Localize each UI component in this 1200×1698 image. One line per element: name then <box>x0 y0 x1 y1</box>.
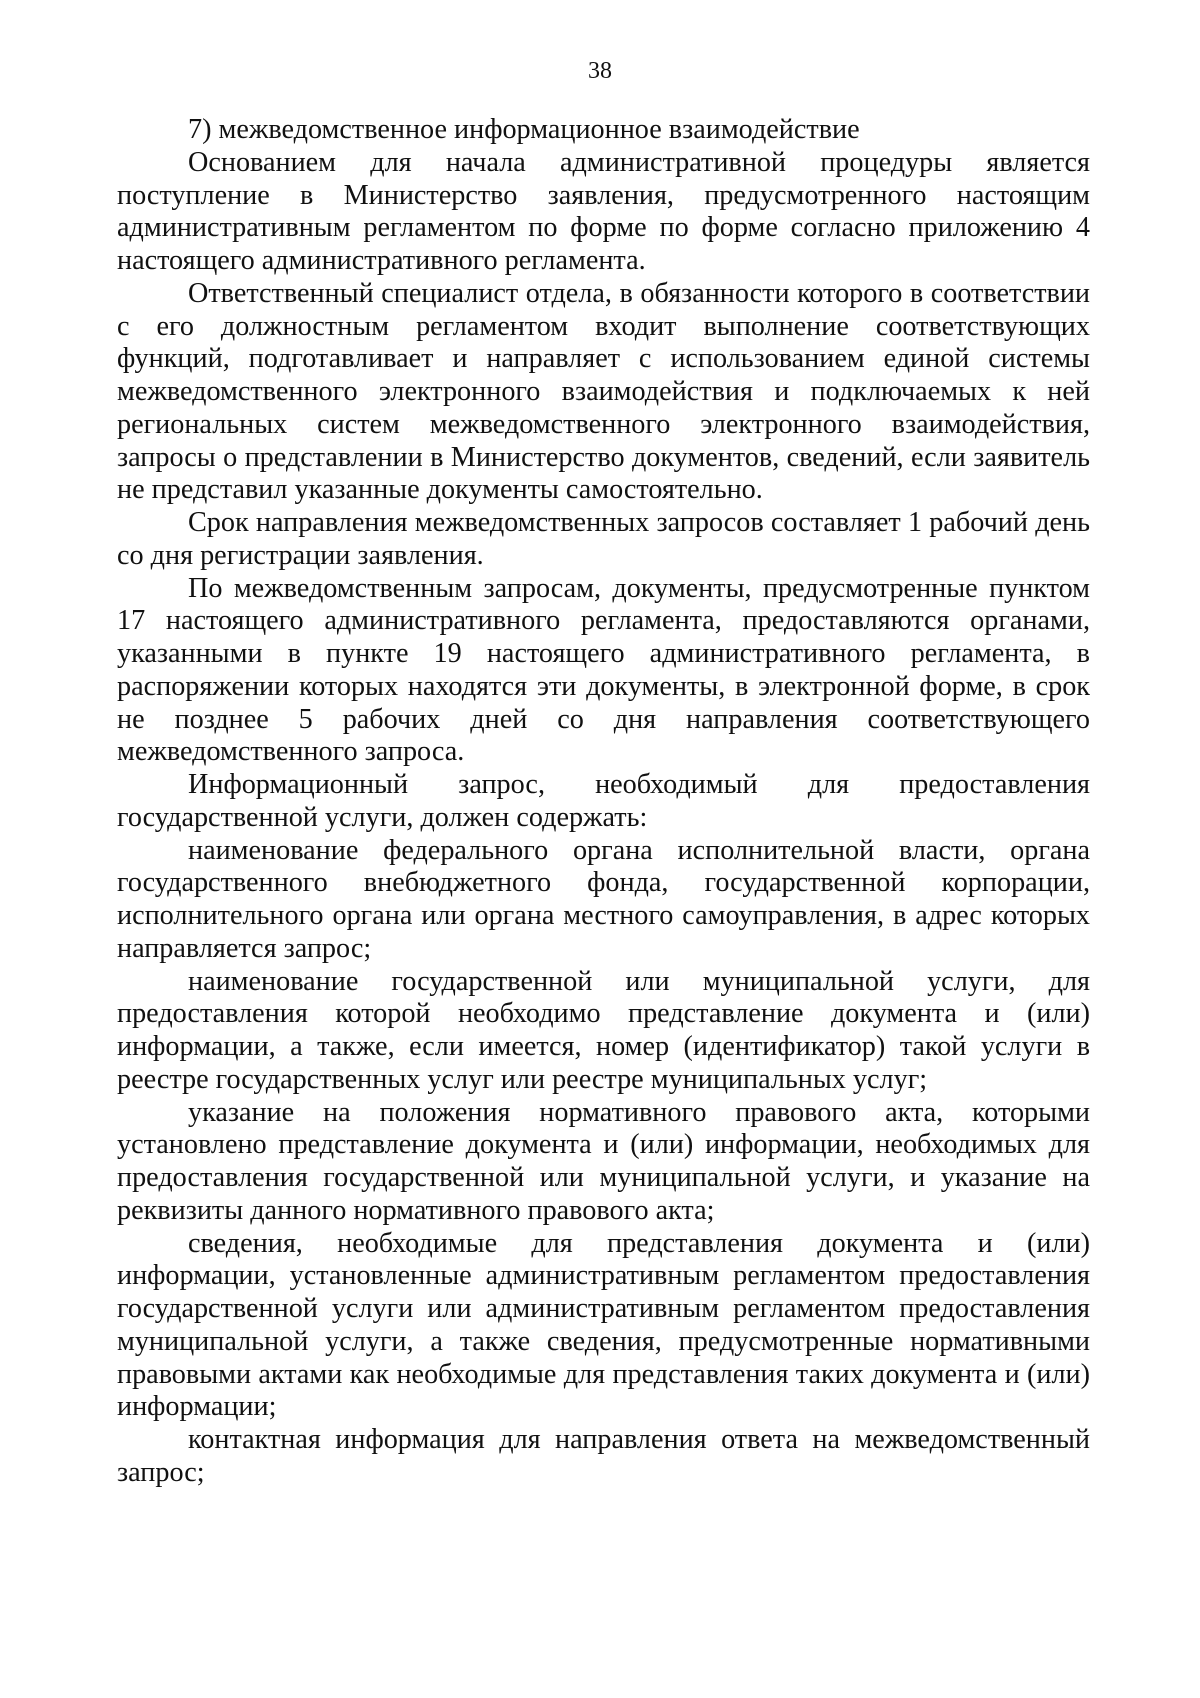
paragraph-legal-act: указание на положения нормативного правового акта, которыми установлено представление документа и (или) информации, необходимых для предоставления государственной или муниципальной услуги, и указание на реквизиты данного нормативного правового акта; <box>117 1096 1090 1226</box>
document-body <box>117 114 1090 1490</box>
paragraph-item-7-heading: 7) межведомственное информационное взаимодействие <box>188 114 860 145</box>
paragraph-contact-info: контактная информация для направления ответа на межведомственный запрос; <box>117 1424 1090 1488</box>
paragraph-grounds: Основанием для начала административной процедуры является поступление в Министерство заявления, предусмотренного настоящим административным регламентом по форме по форме согласно приложению 4 настоящего административного регламента. <box>117 146 1090 276</box>
paragraph-service-name: наименование государственной или муниципальной услуги, для предоставления которой необходимо представление документа и (или) информации, а также, если имеется, номер (идентификатор) такой услуги в реестре государственных услуг или реестре муниципальных услуг; <box>117 965 1090 1095</box>
paragraph-request-contents: Информационный запрос, необходимый для предоставления государственной услуги, должен содержать: <box>117 769 1090 833</box>
paragraph-responsible-specialist: Ответственный специалист отдела, в обязанности которого в соответствии с его должностным регламентом входит выполнение соответствующих функций, подготавливает и направляет с использованием единой системы межведомственного электронного взаимодействия и подключаемых к ней региональных систем межведомственного электронного взаимодействия, запросы о представлении в Министерство документов, сведений, если заявитель не представил указанные документы самостоятельно. <box>117 277 1090 506</box>
paragraph-required-info: сведения, необходимые для представления документа и (или) информации, установленные административным регламентом предоставления государственной услуги или административным регламентом предоставления муниципальной услуги, а также сведения, предусмотренные нормативными правовыми актами как необходимые для представления таких документа и (или) информации; <box>117 1227 1090 1423</box>
page-number: 38 <box>588 58 612 84</box>
paragraph-recipient-name: наименование федерального органа исполнительной власти, органа государственного внебюджетного фонда, государственной корпорации, исполнительного органа или органа местного самоуправления, в адрес которых направляется запрос; <box>117 834 1090 964</box>
paragraph-request-deadline: Срок направления межведомственных запросов составляет 1 рабочий день со дня регистрации заявления. <box>117 507 1090 571</box>
paragraph-documents-provision: По межведомственным запросам, документы, предусмотренные пунктом 17 настоящего административного регламента, предоставляются органами, указанными в пункте 19 настоящего административного регламента, в распоряжении которых находятся эти документы, в электронной форме, в срок не позднее 5 рабочих дней со дня направления соответствующего межведомственного запроса. <box>117 572 1090 768</box>
